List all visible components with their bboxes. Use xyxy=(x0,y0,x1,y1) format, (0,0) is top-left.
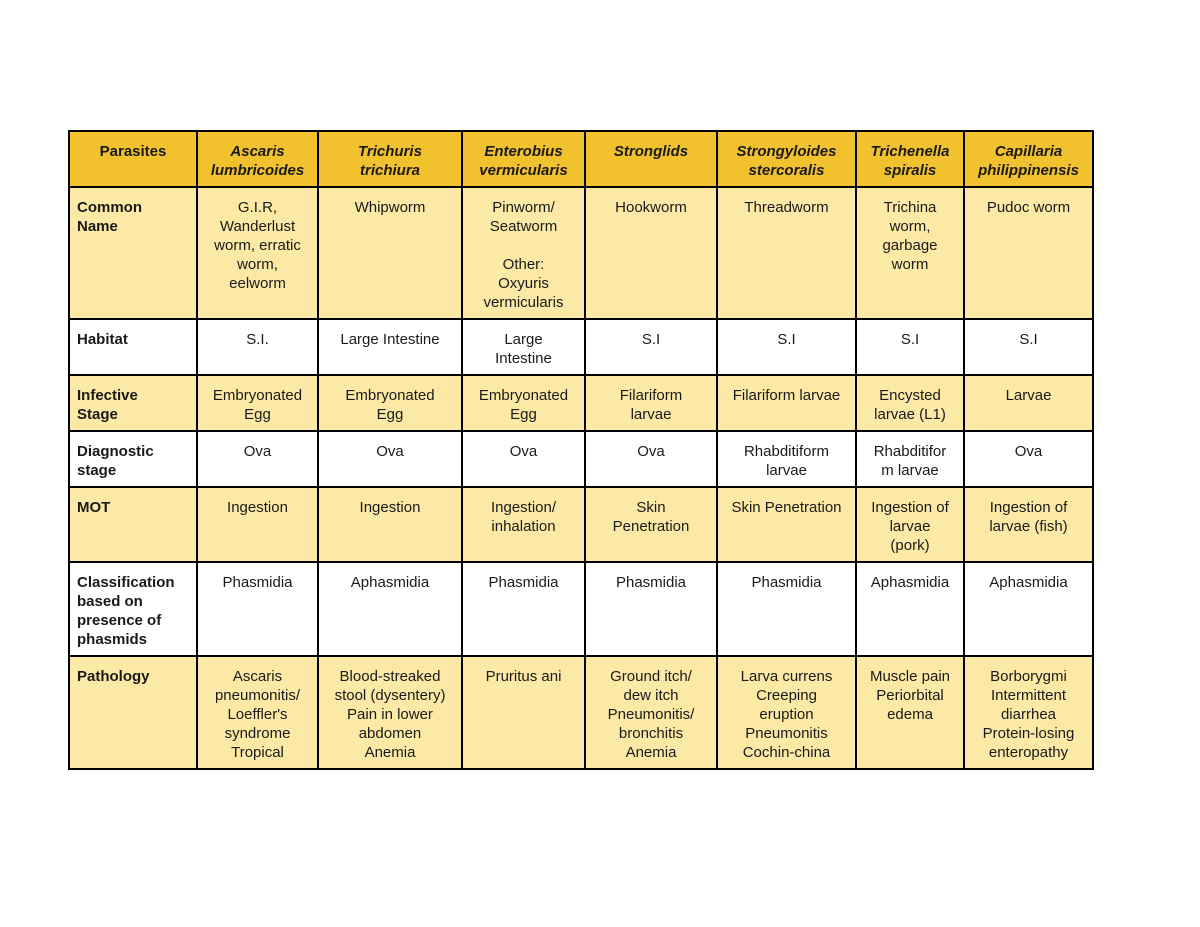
row-label: Diagnostic stage xyxy=(69,431,197,487)
row-habitat xyxy=(69,319,1093,375)
table-cell: Ova xyxy=(197,431,318,487)
table-cell: Aphasmidia xyxy=(964,562,1093,656)
header-parasite: Strongyloides stercoralis xyxy=(717,131,856,187)
table-cell: Filariform larvae xyxy=(585,375,717,431)
table-cell: Ova xyxy=(462,431,585,487)
header-parasite: Capillaria philippinensis xyxy=(964,131,1093,187)
table-cell: Large Intestine xyxy=(318,319,462,375)
row-label: Pathology xyxy=(69,656,197,769)
row-pathology xyxy=(69,656,1093,769)
table-cell: Phasmidia xyxy=(585,562,717,656)
table-body xyxy=(69,187,1093,769)
header-corner-label: Parasites xyxy=(99,143,167,160)
table-cell: Trichina worm, garbage worm xyxy=(856,187,964,319)
table-cell: Embryonated Egg xyxy=(318,375,462,431)
table-cell: G.I.R, Wanderlust worm, erratic worm, eelworm xyxy=(197,187,318,319)
table-cell: Larvae xyxy=(964,375,1093,431)
table-cell: Skin Penetration xyxy=(585,487,717,562)
table-cell: Phasmidia xyxy=(717,562,856,656)
table-cell: Rhabditifor m larvae xyxy=(856,431,964,487)
table-cell: S.I xyxy=(964,319,1093,375)
header-parasite: Stronglids xyxy=(585,131,717,187)
table-cell: Ingestion xyxy=(318,487,462,562)
table-cell: S.I xyxy=(856,319,964,375)
row-mot xyxy=(69,487,1093,562)
table-cell: Ova xyxy=(585,431,717,487)
header-parasite: Trichenella spiralis xyxy=(856,131,964,187)
row-infective-stage xyxy=(69,375,1093,431)
header-corner xyxy=(69,131,197,187)
table-cell: Whipworm xyxy=(318,187,462,319)
table-cell: Muscle pain Periorbital edema xyxy=(856,656,964,769)
table-cell: Embryonated Egg xyxy=(462,375,585,431)
table-cell: Pinworm/ Seatworm Other: Oxyuris vermicularis xyxy=(462,187,585,319)
table-cell: Ova xyxy=(964,431,1093,487)
row-label: Infective Stage xyxy=(69,375,197,431)
table-cell: Phasmidia xyxy=(197,562,318,656)
table-cell: Large Intestine xyxy=(462,319,585,375)
table-cell: Pruritus ani xyxy=(462,656,585,769)
table-cell: Hookworm xyxy=(585,187,717,319)
table-cell: Skin Penetration xyxy=(717,487,856,562)
table-cell: Aphasmidia xyxy=(856,562,964,656)
table-cell: Ingestion of larvae (pork) xyxy=(856,487,964,562)
row-label: Classification based on presence of phasmids xyxy=(69,562,197,656)
table-cell: Encysted larvae (L1) xyxy=(856,375,964,431)
row-label: MOT xyxy=(69,487,197,562)
table-cell: Threadworm xyxy=(717,187,856,319)
table-cell: Blood-streaked stool (dysentery) Pain in lower abdomen Anemia xyxy=(318,656,462,769)
table-cell: Ascaris pneumonitis/ Loeffler's syndrome Tropical xyxy=(197,656,318,769)
table-cell: Aphasmidia xyxy=(318,562,462,656)
row-common-name xyxy=(69,187,1093,319)
table-cell: Ingestion xyxy=(197,487,318,562)
header-parasite: Ascaris lumbricoides xyxy=(197,131,318,187)
row-classification xyxy=(69,562,1093,656)
row-label: Habitat xyxy=(69,319,197,375)
table-cell: Ground itch/ dew itch Pneumonitis/ bronchitis Anemia xyxy=(585,656,717,769)
table-cell: Borborygmi Intermittent diarrhea Protein-losing enteropathy xyxy=(964,656,1093,769)
table-cell: Ova xyxy=(318,431,462,487)
table-cell: Phasmidia xyxy=(462,562,585,656)
table-cell: Rhabditiform larvae xyxy=(717,431,856,487)
table-cell: Embryonated Egg xyxy=(197,375,318,431)
table-cell: S.I xyxy=(717,319,856,375)
row-label: Common Name xyxy=(69,187,197,319)
table-cell: Ingestion/ inhalation xyxy=(462,487,585,562)
table-cell: Larva currens Creeping eruption Pneumonitis Cochin-china xyxy=(717,656,856,769)
header-row xyxy=(69,131,1093,187)
table-cell: Filariform larvae xyxy=(717,375,856,431)
parasite-comparison-table xyxy=(68,130,1094,770)
table-cell: Ingestion of larvae (fish) xyxy=(964,487,1093,562)
header-parasite: Enterobius vermicularis xyxy=(462,131,585,187)
table-cell: Pudoc worm xyxy=(964,187,1093,319)
table-cell: S.I. xyxy=(197,319,318,375)
header-parasite: Trichuris trichiura xyxy=(318,131,462,187)
table-cell: S.I xyxy=(585,319,717,375)
row-diagnostic-stage xyxy=(69,431,1093,487)
